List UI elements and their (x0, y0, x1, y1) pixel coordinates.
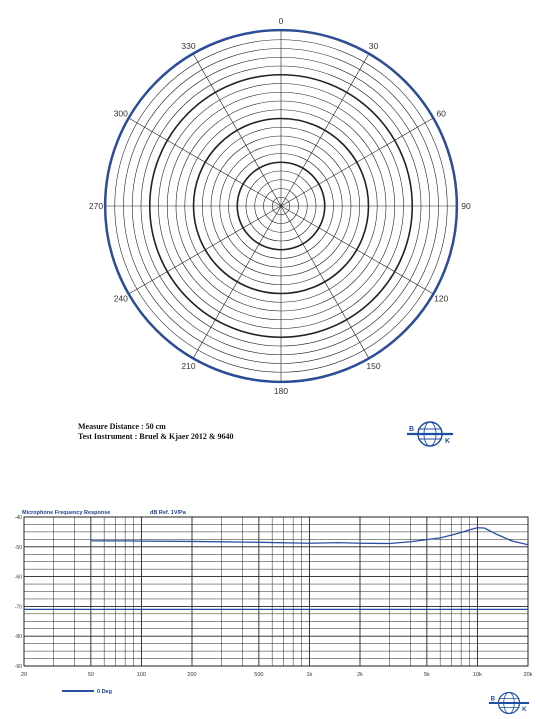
polar-angle-label: 270 (88, 201, 104, 211)
legend-label: 0 Deg (97, 689, 112, 695)
logo-letter-k: K (522, 705, 527, 713)
x-tick-label: 50 (87, 672, 94, 678)
legend (62, 689, 112, 695)
y-tick-label: -70 (14, 604, 22, 611)
y-tick-labels (15, 515, 22, 670)
polar-angle-label: 120 (434, 293, 449, 304)
polar-angle-label: 90 (461, 201, 471, 211)
bk-logo-icon-bottom (484, 689, 534, 717)
y-tick-label: -90 (14, 664, 22, 670)
polar-angle-label: 330 (181, 40, 196, 51)
polar-angle-label: 150 (366, 361, 381, 372)
polar-angle-label: 30 (368, 40, 379, 51)
x-tick-label: 1k (306, 672, 313, 678)
logo-letter-k: K (445, 438, 451, 445)
x-tick-label: 5k (423, 672, 430, 678)
polar-angle-label: 300 (113, 108, 128, 119)
polar-angle-label: 0 (278, 16, 284, 26)
y-tick-label: -80 (14, 634, 22, 641)
x-tick-label: 2k (357, 672, 363, 678)
frequency-grid (24, 517, 528, 666)
x-tick-label: 10k (472, 672, 482, 678)
x-tick-label: 20k (523, 672, 533, 678)
x-tick-labels (21, 672, 533, 678)
logo-letter-b: B (490, 695, 496, 703)
frequency-series (24, 528, 528, 610)
polar-angle-label: 180 (273, 386, 289, 396)
x-tick-label: 20 (20, 672, 28, 678)
x-tick-label: 100 (136, 672, 146, 678)
x-tick-label: 200 (187, 672, 197, 678)
chart-title: Microphone Frequency Response (22, 510, 111, 516)
bk-logo-icon (405, 418, 455, 450)
y-tick-label: -60 (14, 574, 22, 581)
polar-angle-label: 210 (181, 361, 196, 372)
logo-letter-b: B (409, 426, 415, 433)
x-tick-label: 500 (254, 672, 264, 678)
polar-angle-label: 240 (113, 293, 128, 304)
test-instrument-text: Test Instrument : Bruel & Kjaer 2012 & 9640 (78, 432, 234, 441)
y-tick-label: -50 (14, 544, 22, 551)
y-tick-label: -40 (14, 515, 22, 521)
polar-angle-label: 60 (436, 108, 446, 119)
measure-distance-text: Measure Distance : 50 cm (78, 422, 166, 431)
chart-ylabel: dB Ref. 1V/Pa (150, 510, 186, 516)
